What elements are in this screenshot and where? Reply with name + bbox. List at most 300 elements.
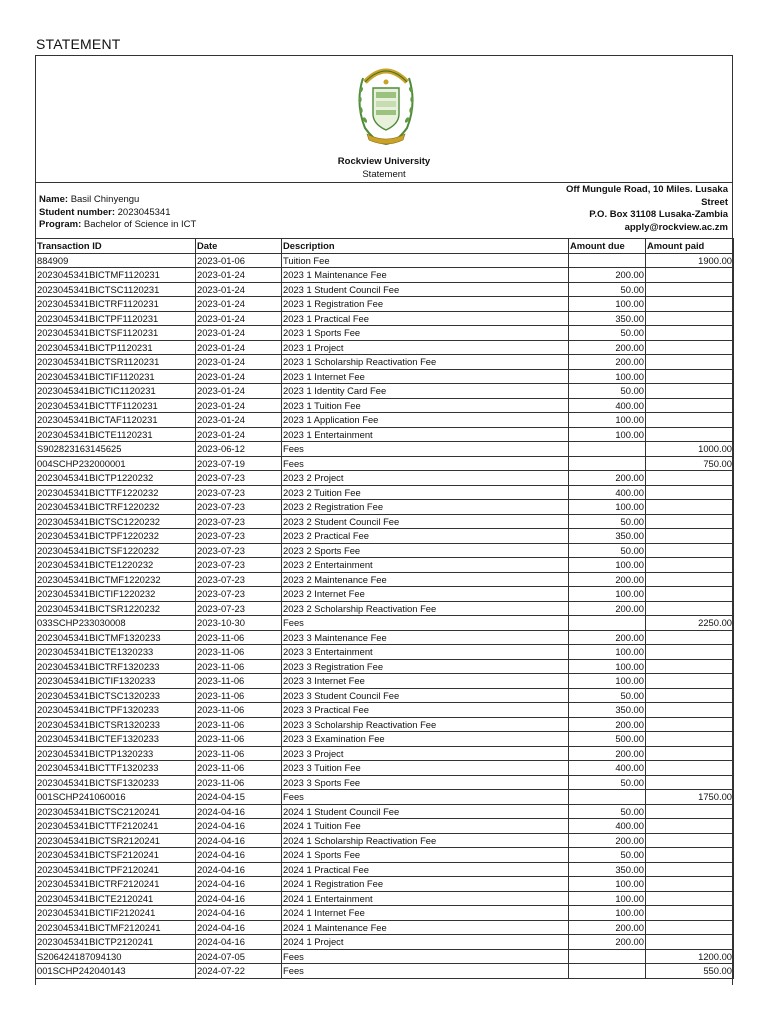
description-cell: 2023 3 Sports Fee — [282, 775, 569, 790]
description-cell: 2023 3 Registration Fee — [282, 659, 569, 674]
date-cell: 2023-07-23 — [196, 601, 282, 616]
table-row — [36, 456, 734, 471]
transaction-id-cell: 2023045341BICTIC1120231 — [36, 384, 196, 399]
table-row — [36, 529, 734, 544]
amount-paid-cell — [646, 746, 734, 761]
amount-paid-cell — [646, 761, 734, 776]
date-cell: 2023-10-30 — [196, 616, 282, 631]
description-cell: 2023 3 Student Council Fee — [282, 688, 569, 703]
amount-due-cell: 200.00 — [569, 630, 646, 645]
university-name: Rockview University — [337, 156, 431, 167]
description-cell: 2023 1 Maintenance Fee — [282, 268, 569, 283]
amount-paid-cell — [646, 819, 734, 834]
email-address: apply@rockview.ac.zm — [624, 221, 728, 233]
document-subtitle: Statement — [362, 169, 406, 180]
transaction-id-cell: 2023045341BICTIF1220232 — [36, 587, 196, 602]
amount-due-cell: 100.00 — [569, 906, 646, 921]
date-cell: 2023-11-06 — [196, 703, 282, 718]
number-label: Student number: — [39, 206, 115, 218]
description-cell: 2023 3 Tuition Fee — [282, 761, 569, 776]
description-cell: 2024 1 Practical Fee — [282, 862, 569, 877]
description-cell: Fees — [282, 949, 569, 964]
table-row — [36, 282, 734, 297]
date-cell: 2024-07-22 — [196, 964, 282, 979]
transaction-id-cell: 2023045341BICTSR1120231 — [36, 355, 196, 370]
table-row — [36, 355, 734, 370]
amount-paid-cell — [646, 848, 734, 863]
address-line: Street — [701, 196, 728, 208]
amount-paid-cell — [646, 717, 734, 732]
transaction-id-cell: 2023045341BICTSC1320233 — [36, 688, 196, 703]
table-row — [36, 848, 734, 863]
amount-due-cell: 100.00 — [569, 877, 646, 892]
table-row — [36, 920, 734, 935]
amount-due-cell: 100.00 — [569, 645, 646, 660]
amount-paid-cell — [646, 398, 734, 413]
transaction-id-cell: 2023045341BICTSC1120231 — [36, 282, 196, 297]
description-cell: 2024 1 Sports Fee — [282, 848, 569, 863]
amount-due-cell: 350.00 — [569, 862, 646, 877]
amount-paid-cell: 550.00 — [646, 964, 734, 979]
amount-paid-cell — [646, 935, 734, 950]
transaction-id-cell: 001SCHP242040143 — [36, 964, 196, 979]
date-cell: 2023-11-06 — [196, 659, 282, 674]
transaction-id-cell: 2023045341BICTE1320233 — [36, 645, 196, 660]
transaction-id-cell: 2023045341BICTMF1220232 — [36, 572, 196, 587]
description-cell: 2023 3 Practical Fee — [282, 703, 569, 718]
table-row — [36, 427, 734, 442]
table-row — [36, 674, 734, 689]
transaction-id-cell: 033SCHP233030008 — [36, 616, 196, 631]
amount-paid-cell — [646, 891, 734, 906]
amount-due-cell — [569, 442, 646, 457]
date-cell: 2023-11-06 — [196, 674, 282, 689]
table-row — [36, 268, 734, 283]
program-label: Program: — [39, 219, 82, 230]
amount-due-cell: 100.00 — [569, 674, 646, 689]
student-info-section — [36, 183, 732, 238]
amount-paid-cell — [646, 732, 734, 747]
student-name-line — [39, 194, 196, 207]
amount-due-cell: 400.00 — [569, 485, 646, 500]
amount-paid-cell — [646, 297, 734, 312]
statement-document — [35, 55, 733, 985]
transaction-id-cell: 884909 — [36, 253, 196, 268]
amount-paid-cell — [646, 311, 734, 326]
amount-due-cell — [569, 456, 646, 471]
amount-paid-cell — [646, 920, 734, 935]
amount-paid-cell — [646, 500, 734, 515]
date-cell: 2023-07-23 — [196, 543, 282, 558]
transaction-id-cell: 004SCHP232000001 — [36, 456, 196, 471]
table-row — [36, 587, 734, 602]
description-cell: 2023 3 Scholarship Reactivation Fee — [282, 717, 569, 732]
amount-paid-cell — [646, 471, 734, 486]
table-row — [36, 253, 734, 268]
date-cell: 2023-01-24 — [196, 268, 282, 283]
description-cell: 2023 2 Maintenance Fee — [282, 572, 569, 587]
date-cell: 2023-11-06 — [196, 761, 282, 776]
amount-paid-cell: 1000.00 — [646, 442, 734, 457]
amount-due-cell: 100.00 — [569, 500, 646, 515]
amount-due-cell: 50.00 — [569, 775, 646, 790]
date-cell: 2023-01-24 — [196, 311, 282, 326]
description-cell: 2023 1 Scholarship Reactivation Fee — [282, 355, 569, 370]
amount-paid-cell — [646, 384, 734, 399]
table-row — [36, 514, 734, 529]
description-cell: 2024 1 Maintenance Fee — [282, 920, 569, 935]
date-cell: 2023-11-06 — [196, 732, 282, 747]
transaction-id-cell: 2023045341BICTPF1320233 — [36, 703, 196, 718]
description-cell: 2023 1 Project — [282, 340, 569, 355]
transactions-body — [36, 253, 734, 978]
amount-due-cell: 100.00 — [569, 587, 646, 602]
address-line: Off Mungule Road, 10 Miles. Lusaka — [565, 184, 728, 195]
amount-paid-cell — [646, 268, 734, 283]
transaction-id-cell: 2023045341BICTMF2120241 — [36, 920, 196, 935]
transaction-id-cell: 2023045341BICTIF1120231 — [36, 369, 196, 384]
page-heading: STATEMENT — [36, 36, 121, 52]
amount-due-cell: 200.00 — [569, 833, 646, 848]
table-row — [36, 384, 734, 399]
date-cell: 2023-07-23 — [196, 471, 282, 486]
transaction-id-cell: 2023045341BICTSR1320233 — [36, 717, 196, 732]
description-cell: 2023 2 Registration Fee — [282, 500, 569, 515]
date-cell: 2024-04-16 — [196, 833, 282, 848]
amount-due-cell: 350.00 — [569, 529, 646, 544]
transaction-id-cell: 2023045341BICTSF1220232 — [36, 543, 196, 558]
description-cell: Tuition Fee — [282, 253, 569, 268]
description-cell: 2023 2 Sports Fee — [282, 543, 569, 558]
date-cell: 2023-07-23 — [196, 572, 282, 587]
student-details — [39, 194, 196, 232]
amount-due-cell: 200.00 — [569, 746, 646, 761]
transaction-id-cell: 2023045341BICTP2120241 — [36, 935, 196, 950]
amount-due-cell: 50.00 — [569, 384, 646, 399]
table-row — [36, 775, 734, 790]
amount-paid-cell — [646, 355, 734, 370]
table-row — [36, 616, 734, 631]
amount-due-cell: 50.00 — [569, 543, 646, 558]
amount-paid-cell — [646, 427, 734, 442]
amount-paid-cell — [646, 485, 734, 500]
column-header: Transaction ID — [36, 239, 196, 254]
table-row — [36, 630, 734, 645]
amount-due-cell — [569, 790, 646, 805]
date-cell: 2023-07-23 — [196, 558, 282, 573]
table-row — [36, 326, 734, 341]
amount-due-cell: 100.00 — [569, 369, 646, 384]
date-cell: 2023-07-23 — [196, 587, 282, 602]
transactions-table — [35, 238, 734, 979]
amount-paid-cell: 1750.00 — [646, 790, 734, 805]
name-label: Name: — [39, 194, 69, 205]
table-row — [36, 340, 734, 355]
amount-paid-cell — [646, 543, 734, 558]
date-cell: 2023-01-24 — [196, 369, 282, 384]
transaction-id-cell: 2023045341BICTP1320233 — [36, 746, 196, 761]
transaction-id-cell: 2023045341BICTIF2120241 — [36, 906, 196, 921]
transaction-id-cell: 2023045341BICTAF1120231 — [36, 413, 196, 428]
amount-due-cell — [569, 616, 646, 631]
transaction-id-cell: 2023045341BICTP1120231 — [36, 340, 196, 355]
description-cell: 2023 2 Project — [282, 471, 569, 486]
amount-paid-cell — [646, 877, 734, 892]
amount-due-cell: 200.00 — [569, 355, 646, 370]
amount-due-cell: 200.00 — [569, 935, 646, 950]
table-row — [36, 717, 734, 732]
table-row — [36, 369, 734, 384]
date-cell: 2023-06-12 — [196, 442, 282, 457]
table-row — [36, 601, 734, 616]
date-cell: 2023-01-24 — [196, 427, 282, 442]
transaction-id-cell: 2023045341BICTSF1120231 — [36, 326, 196, 341]
amount-paid-cell — [646, 659, 734, 674]
transaction-id-cell: 2023045341BICTP1220232 — [36, 471, 196, 486]
date-cell: 2023-01-06 — [196, 253, 282, 268]
amount-due-cell: 100.00 — [569, 413, 646, 428]
transaction-id-cell: 2023045341BICTTF1220232 — [36, 485, 196, 500]
amount-due-cell: 200.00 — [569, 340, 646, 355]
amount-paid-cell — [646, 775, 734, 790]
date-cell: 2024-07-05 — [196, 949, 282, 964]
column-header: Description — [282, 239, 569, 254]
date-cell: 2023-11-06 — [196, 775, 282, 790]
amount-paid-cell — [646, 572, 734, 587]
description-cell: Fees — [282, 456, 569, 471]
amount-due-cell: 100.00 — [569, 427, 646, 442]
amount-paid-cell — [646, 703, 734, 718]
description-cell: 2024 1 Entertainment — [282, 891, 569, 906]
amount-due-cell: 50.00 — [569, 282, 646, 297]
amount-paid-cell — [646, 326, 734, 341]
amount-paid-cell — [646, 833, 734, 848]
amount-due-cell: 500.00 — [569, 732, 646, 747]
transaction-id-cell: 001SCHP241060016 — [36, 790, 196, 805]
description-cell: Fees — [282, 964, 569, 979]
transaction-id-cell: 2023045341BICTPF1120231 — [36, 311, 196, 326]
date-cell: 2023-01-24 — [196, 326, 282, 341]
table-row — [36, 645, 734, 660]
date-cell: 2023-07-19 — [196, 456, 282, 471]
transaction-id-cell: 2023045341BICTSF1320233 — [36, 775, 196, 790]
university-address — [528, 184, 728, 234]
description-cell: 2023 1 Student Council Fee — [282, 282, 569, 297]
column-header: Amount paid — [646, 239, 734, 254]
table-row — [36, 688, 734, 703]
description-cell: 2023 3 Entertainment — [282, 645, 569, 660]
table-row — [36, 471, 734, 486]
table-row — [36, 877, 734, 892]
date-cell: 2024-04-16 — [196, 935, 282, 950]
amount-due-cell: 200.00 — [569, 572, 646, 587]
date-cell: 2024-04-16 — [196, 862, 282, 877]
table-row — [36, 558, 734, 573]
description-cell: 2023 1 Identity Card Fee — [282, 384, 569, 399]
description-cell: 2023 1 Internet Fee — [282, 369, 569, 384]
university-header — [36, 56, 732, 183]
amount-due-cell: 400.00 — [569, 819, 646, 834]
column-header: Date — [196, 239, 282, 254]
transaction-id-cell: 2023045341BICTMF1320233 — [36, 630, 196, 645]
date-cell: 2024-04-16 — [196, 819, 282, 834]
transaction-id-cell: 2023045341BICTSR2120241 — [36, 833, 196, 848]
description-cell: 2023 3 Internet Fee — [282, 674, 569, 689]
description-cell: 2024 1 Student Council Fee — [282, 804, 569, 819]
transaction-id-cell: 2023045341BICTE1220232 — [36, 558, 196, 573]
date-cell: 2024-04-15 — [196, 790, 282, 805]
table-row — [36, 732, 734, 747]
description-cell: 2023 3 Project — [282, 746, 569, 761]
description-cell: 2023 1 Entertainment — [282, 427, 569, 442]
table-row — [36, 442, 734, 457]
table-row — [36, 862, 734, 877]
amount-due-cell: 50.00 — [569, 848, 646, 863]
transaction-id-cell: 2023045341BICTIF1320233 — [36, 674, 196, 689]
table-row — [36, 949, 734, 964]
table-row — [36, 935, 734, 950]
description-cell: 2023 2 Student Council Fee — [282, 514, 569, 529]
amount-due-cell: 350.00 — [569, 703, 646, 718]
date-cell: 2023-01-24 — [196, 297, 282, 312]
transaction-id-cell: 2023045341BICTRF1220232 — [36, 500, 196, 515]
date-cell: 2023-11-06 — [196, 645, 282, 660]
amount-due-cell: 200.00 — [569, 920, 646, 935]
table-row — [36, 761, 734, 776]
student-number: 2023045341 — [117, 206, 171, 218]
amount-paid-cell — [646, 804, 734, 819]
amount-paid-cell — [646, 282, 734, 297]
amount-paid-cell: 1200.00 — [646, 949, 734, 964]
amount-due-cell: 50.00 — [569, 688, 646, 703]
date-cell: 2023-01-24 — [196, 355, 282, 370]
description-cell: Fees — [282, 616, 569, 631]
transaction-id-cell: 2023045341BICTTF1320233 — [36, 761, 196, 776]
university-crest-logo — [351, 58, 421, 150]
table-header-row — [36, 239, 734, 254]
table-row — [36, 891, 734, 906]
date-cell: 2024-04-16 — [196, 804, 282, 819]
amount-paid-cell — [646, 906, 734, 921]
description-cell: 2023 2 Practical Fee — [282, 529, 569, 544]
amount-due-cell: 200.00 — [569, 268, 646, 283]
description-cell: Fees — [282, 790, 569, 805]
transaction-id-cell: 2023045341BICTRF2120241 — [36, 877, 196, 892]
amount-due-cell: 50.00 — [569, 804, 646, 819]
date-cell: 2023-01-24 — [196, 413, 282, 428]
amount-paid-cell: 1900.00 — [646, 253, 734, 268]
description-cell: 2023 1 Application Fee — [282, 413, 569, 428]
description-cell: 2024 1 Scholarship Reactivation Fee — [282, 833, 569, 848]
transaction-id-cell: 2023045341BICTE1120231 — [36, 427, 196, 442]
description-cell: 2023 1 Tuition Fee — [282, 398, 569, 413]
amount-paid-cell — [646, 674, 734, 689]
date-cell: 2023-11-06 — [196, 630, 282, 645]
transaction-id-cell: 2023045341BICTRF1120231 — [36, 297, 196, 312]
amount-paid-cell — [646, 630, 734, 645]
description-cell: 2024 1 Internet Fee — [282, 906, 569, 921]
amount-due-cell — [569, 964, 646, 979]
table-row — [36, 746, 734, 761]
transaction-id-cell: 2023045341BICTTF2120241 — [36, 819, 196, 834]
description-cell: 2024 1 Tuition Fee — [282, 819, 569, 834]
amount-paid-cell — [646, 601, 734, 616]
program-line — [39, 219, 196, 232]
description-cell: 2024 1 Project — [282, 935, 569, 950]
description-cell: 2023 1 Sports Fee — [282, 326, 569, 341]
amount-due-cell: 200.00 — [569, 717, 646, 732]
transaction-id-cell: 2023045341BICTPF2120241 — [36, 862, 196, 877]
transaction-id-cell: 2023045341BICTEF1320233 — [36, 732, 196, 747]
amount-paid-cell — [646, 529, 734, 544]
amount-due-cell: 200.00 — [569, 601, 646, 616]
date-cell: 2024-04-16 — [196, 906, 282, 921]
description-cell: 2023 3 Maintenance Fee — [282, 630, 569, 645]
amount-due-cell: 100.00 — [569, 297, 646, 312]
amount-paid-cell: 750.00 — [646, 456, 734, 471]
date-cell: 2023-11-06 — [196, 717, 282, 732]
amount-paid-cell — [646, 558, 734, 573]
amount-due-cell: 400.00 — [569, 761, 646, 776]
table-row — [36, 297, 734, 312]
table-row — [36, 703, 734, 718]
amount-due-cell: 50.00 — [569, 326, 646, 341]
transaction-id-cell: 2023045341BICTE2120241 — [36, 891, 196, 906]
description-cell: 2023 2 Internet Fee — [282, 587, 569, 602]
amount-paid-cell — [646, 587, 734, 602]
transaction-id-cell: 2023045341BICTTF1120231 — [36, 398, 196, 413]
amount-paid-cell — [646, 340, 734, 355]
address-line: P.O. Box 31108 Lusaka-Zambia — [589, 209, 728, 220]
amount-due-cell: 100.00 — [569, 558, 646, 573]
table-row — [36, 543, 734, 558]
table-row — [36, 485, 734, 500]
date-cell: 2023-07-23 — [196, 514, 282, 529]
table-row — [36, 906, 734, 921]
amount-due-cell: 200.00 — [569, 471, 646, 486]
transaction-id-cell: 2023045341BICTSC1220232 — [36, 514, 196, 529]
transaction-id-cell: 2023045341BICTSF2120241 — [36, 848, 196, 863]
table-row — [36, 311, 734, 326]
table-row — [36, 964, 734, 979]
description-cell: 2023 1 Practical Fee — [282, 311, 569, 326]
table-row — [36, 398, 734, 413]
date-cell: 2023-07-23 — [196, 485, 282, 500]
amount-paid-cell — [646, 369, 734, 384]
transaction-id-cell: S206424187094130 — [36, 949, 196, 964]
amount-due-cell: 350.00 — [569, 311, 646, 326]
amount-due-cell: 100.00 — [569, 659, 646, 674]
date-cell: 2023-01-24 — [196, 398, 282, 413]
date-cell: 2023-01-24 — [196, 340, 282, 355]
transaction-id-cell: 2023045341BICTSC2120241 — [36, 804, 196, 819]
description-cell: 2023 1 Registration Fee — [282, 297, 569, 312]
date-cell: 2023-11-06 — [196, 688, 282, 703]
description-cell: 2024 1 Registration Fee — [282, 877, 569, 892]
date-cell: 2024-04-16 — [196, 920, 282, 935]
description-cell: 2023 2 Tuition Fee — [282, 485, 569, 500]
transaction-id-cell: S902823163145625 — [36, 442, 196, 457]
date-cell: 2024-04-16 — [196, 848, 282, 863]
amount-paid-cell — [646, 688, 734, 703]
student-name: Basil Chinyengu — [70, 194, 140, 205]
table-row — [36, 500, 734, 515]
amount-due-cell: 100.00 — [569, 891, 646, 906]
table-row — [36, 413, 734, 428]
description-cell: 2023 2 Scholarship Reactivation Fee — [282, 601, 569, 616]
date-cell: 2024-04-16 — [196, 877, 282, 892]
transaction-id-cell: 2023045341BICTRF1320233 — [36, 659, 196, 674]
